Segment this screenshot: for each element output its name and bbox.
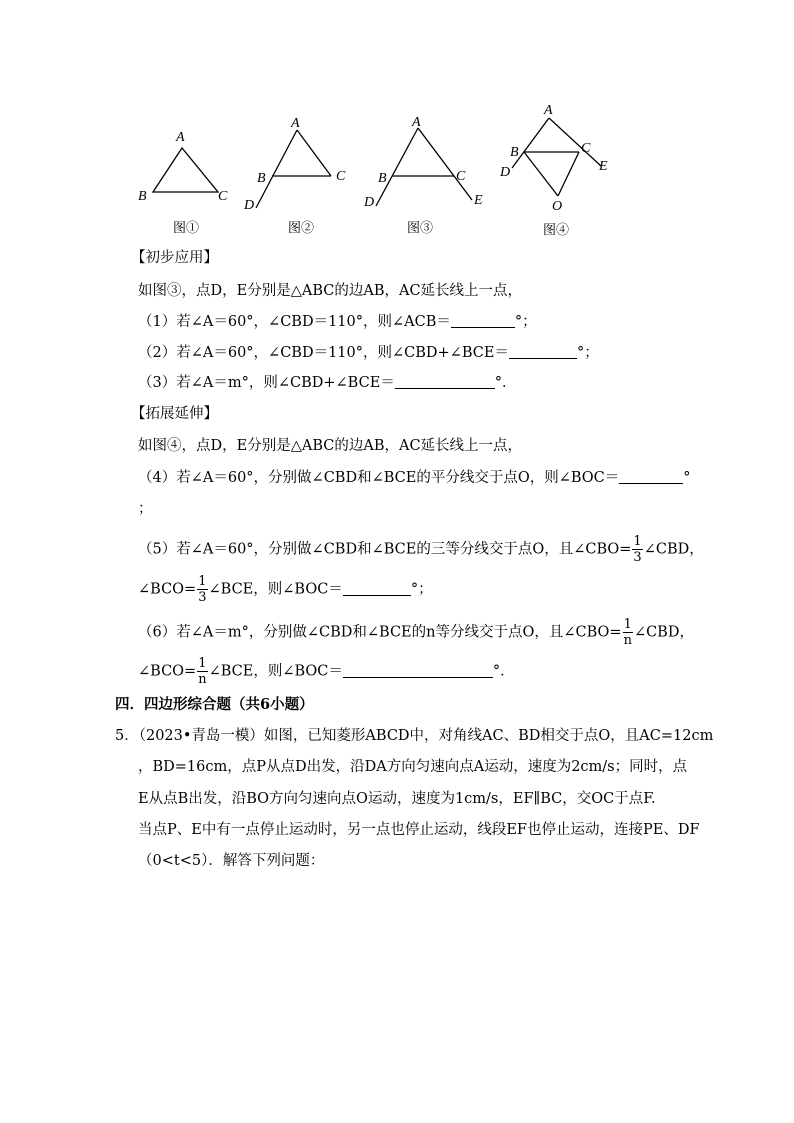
question-4-tail: ；	[138, 501, 153, 517]
question-3-text: （3）若∠A＝m°，则∠CBD+∠BCE＝	[138, 375, 395, 391]
answer-blank-4[interactable]	[619, 469, 683, 484]
section-extend-intro: 如图④，点D，E分别是△ABC的边AB，AC延长线上一点，	[138, 438, 523, 454]
question-5-end: °；	[410, 581, 433, 598]
fig3-label-b: B	[378, 171, 387, 186]
answer-blank-5[interactable]	[343, 581, 411, 596]
section-extend-heading: 【拓展延伸】	[131, 406, 218, 422]
fig4-caption: 图④	[543, 223, 570, 238]
question-1-tail: °；	[514, 314, 537, 330]
fig4-label-e: E	[599, 159, 608, 174]
answer-blank-1[interactable]	[451, 313, 515, 328]
fig3-label-d: D	[364, 195, 375, 210]
fraction-one-n-2	[197, 656, 207, 687]
fig4-label-c: C	[581, 141, 591, 156]
fig1-caption: 图①	[173, 221, 200, 236]
question-6-mid: ∠CBD，	[633, 624, 694, 641]
fig3-label-c: C	[456, 169, 466, 184]
problem-5-line-4: 当点P、E中有一点停止运动时，另一点也停止运动，线段EF也停止运动，连接PE、DF	[138, 822, 700, 838]
fraction-one-n	[623, 617, 633, 648]
fig1-triangle	[153, 148, 218, 192]
problem-5-line-3: E从点B出发，沿BO方向匀速向点O运动，速度为1cm/s，EF∥BC，交OC于点F.	[138, 791, 656, 807]
question-5-line2-text: ∠BCO=	[138, 581, 197, 598]
answer-blank-2[interactable]	[509, 344, 577, 359]
fig4-label-a: A	[544, 103, 553, 118]
question-6-line2-text: ∠BCO=	[138, 663, 197, 680]
fig3-caption: 图③	[407, 221, 434, 236]
fraction-numerator: 1	[623, 617, 632, 632]
fraction-numerator: 1	[633, 534, 642, 549]
question-3-tail: °．	[494, 375, 517, 391]
fig3-label-e: E	[474, 193, 483, 208]
fig1-label-c: C	[218, 189, 228, 204]
question-5-line2-mid: ∠BCE，则∠BOC＝	[208, 581, 343, 598]
question-6-text: （6）若∠A＝m°，分别做∠CBD和∠BCE的n等分线交于点O，且∠CBO=	[138, 624, 622, 641]
question-2	[138, 344, 599, 362]
question-6-line2-mid: ∠BCE，则∠BOC＝	[208, 663, 343, 680]
problem-5-line-5: （0<t<5）．解答下列问题：	[138, 853, 325, 869]
fraction-one-third-2	[197, 574, 207, 605]
question-1	[138, 313, 537, 331]
question-4-text: （4）若∠A＝60°，分别做∠CBD和∠BCE的平分线交于点O，则∠BOC＝	[138, 470, 620, 486]
question-5-mid: ∠CBD，	[643, 541, 704, 558]
fraction-denominator: 3	[633, 550, 642, 565]
fig4-label-o: O	[552, 199, 563, 214]
geometry-figures	[0, 0, 794, 250]
question-4	[138, 469, 691, 487]
fig2-lines	[256, 130, 331, 208]
section-initial-heading: 【初步应用】	[131, 250, 218, 266]
fraction-denominator: 3	[198, 590, 207, 605]
fig2-label-b: B	[257, 171, 266, 186]
fig2-label-d: D	[244, 198, 255, 213]
fig4-lines	[512, 118, 601, 196]
question-1-text: （1）若∠A＝60°，∠CBD＝110°，则∠ACB＝	[138, 314, 451, 330]
question-4-degree: °	[683, 470, 691, 486]
question-2-tail: °；	[576, 345, 599, 361]
section-4-heading: 四．四边形综合题（共6小题）	[115, 696, 314, 713]
answer-blank-6[interactable]	[343, 663, 493, 678]
fig2-label-c: C	[336, 169, 346, 184]
fig3-label-a: A	[412, 115, 421, 130]
fig4-label-b: B	[510, 145, 519, 160]
problem-5-line-1: 5．（2023•青岛一模）如图，已知菱形ABCD中，对角线AC、BD相交于点O，且AC=12cm	[115, 728, 714, 744]
fraction-numerator: 1	[198, 656, 207, 671]
fraction-numerator: 1	[198, 574, 207, 589]
fig2-caption: 图②	[288, 221, 315, 236]
fraction-one-third	[632, 534, 642, 565]
fig1-label-b: B	[138, 189, 147, 204]
question-5-text: （5）若∠A＝60°，分别做∠CBD和∠BCE的三等分线交于点O，且∠CBO=	[138, 541, 632, 558]
fraction-denominator: n	[623, 633, 632, 648]
question-6	[138, 617, 694, 648]
question-5-line2	[138, 574, 433, 605]
question-2-text: （2）若∠A＝60°，∠CBD＝110°，则∠CBD+∠BCE＝	[138, 345, 509, 361]
question-5	[138, 534, 704, 565]
section-initial-intro: 如图③，点D，E分别是△ABC的边AB，AC延长线上一点，	[138, 283, 523, 299]
question-3	[138, 374, 517, 392]
question-6-line2	[138, 656, 515, 687]
answer-blank-3[interactable]	[395, 374, 495, 389]
fig1-label-a: A	[176, 130, 185, 145]
problem-5-line-2: ，BD=16cm，点P从点D出发，沿DA方向匀速向点A运动，速度为2cm/s；同时，点	[138, 759, 688, 775]
fig3-lines	[376, 128, 472, 206]
question-6-end: °．	[492, 663, 515, 680]
fraction-denominator: n	[198, 672, 207, 687]
fig2-label-a: A	[291, 116, 300, 131]
fig4-label-d: D	[500, 165, 511, 180]
